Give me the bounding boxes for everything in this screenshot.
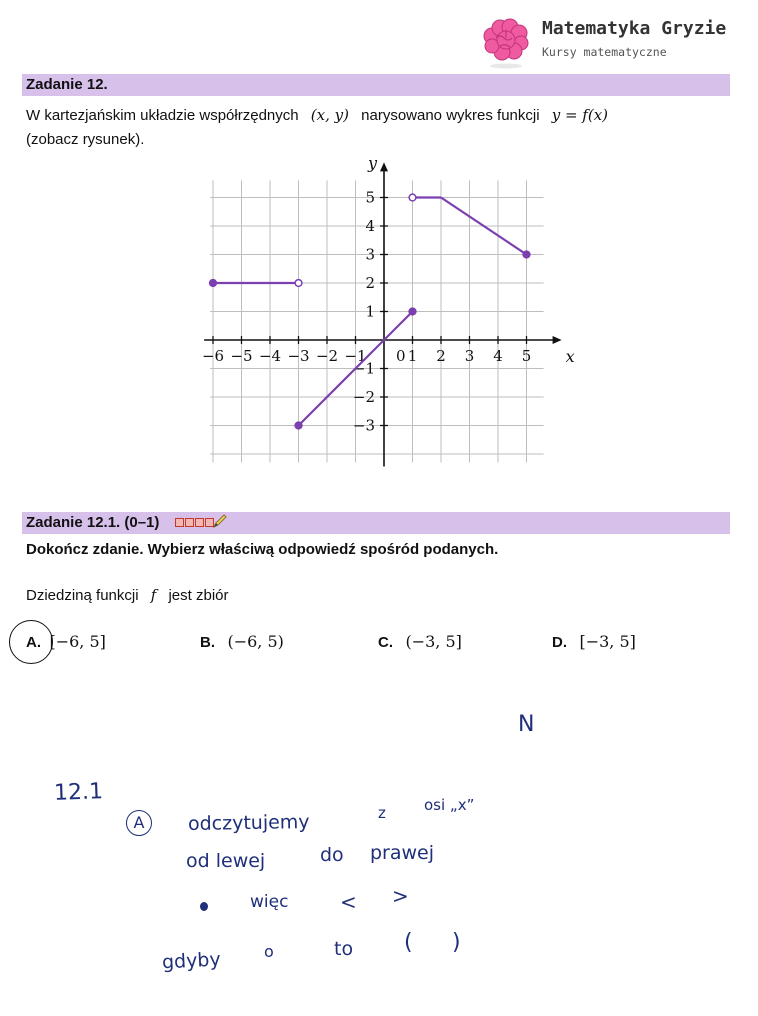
function-graph	[185, 153, 575, 475]
subtask-header-bar	[22, 512, 730, 534]
coords-symbol: (x, y)	[310, 106, 349, 124]
option-b[interactable]	[200, 632, 284, 652]
handwritten-line-2b: do	[320, 844, 344, 866]
y-axis-arrow	[380, 162, 388, 171]
option-value: (−3, 5]	[405, 632, 462, 651]
x-tick-label: 5	[521, 347, 532, 365]
handwritten-circled-answer: A	[126, 810, 152, 836]
x-axis-label: x	[565, 347, 575, 366]
handwritten-line-4c: to	[334, 938, 354, 960]
answer-circle	[9, 620, 53, 664]
option-letter: A.	[26, 634, 41, 651]
x-tick-label: −1	[344, 347, 367, 365]
y-tick-label: −1	[352, 359, 375, 378]
y-tick-label: 5	[365, 188, 375, 207]
grid	[210, 180, 543, 462]
question-text: Dziedziną funkcji f jest zbiór	[26, 586, 229, 604]
y-tick-label: 3	[365, 245, 375, 264]
option-d[interactable]	[552, 632, 636, 652]
option-value: [−3, 5]	[579, 632, 636, 651]
handwritten-line-4d: (	[404, 930, 413, 955]
subtask-title: Zadanie 12.1. (0–1)	[26, 514, 160, 531]
x-tick-label: −4	[258, 347, 282, 365]
closed-endpoint	[409, 308, 416, 315]
handwritten-heading: 12.1	[53, 779, 104, 806]
origin-label: 0	[396, 347, 406, 365]
handwritten-bullet	[200, 902, 208, 911]
open-endpoint	[295, 280, 302, 287]
closed-endpoint	[210, 280, 217, 287]
x-tick-label: 4	[493, 347, 503, 365]
option-value: [−6, 5]	[49, 632, 106, 651]
option-letter: C.	[378, 634, 393, 651]
x-axis-arrow	[553, 336, 562, 344]
function-symbol: y = f(x)	[551, 106, 609, 124]
y-axis-label: y	[368, 153, 378, 173]
axes	[201, 162, 561, 466]
x-tick-label: −6	[201, 347, 225, 365]
handwritten-line-3c: >	[392, 884, 409, 908]
handwritten-line-4e: )	[452, 930, 461, 955]
handwritten-line-4a: gdyby	[161, 948, 222, 974]
task-title: Zadanie 12.	[26, 76, 108, 93]
x-tick-label: −2	[315, 347, 339, 365]
handwritten-line-2c: prawej	[370, 842, 435, 864]
brain-icon	[478, 14, 534, 70]
open-endpoint	[409, 194, 416, 201]
closed-endpoint	[295, 422, 302, 429]
y-tick-label: −3	[352, 416, 375, 435]
handwritten-line-3b: <	[340, 890, 357, 914]
option-value: (−6, 5)	[227, 632, 284, 651]
x-tick-label: −3	[287, 347, 310, 365]
subtask-instruction: Dokończ zdanie. Wybierz właściwą odpowiedź spośród podanych.	[26, 541, 499, 558]
handwritten-line-1a: odczytujemy	[187, 810, 310, 836]
handwritten-corner-mark: N	[518, 712, 535, 737]
handwritten-line-1b: z	[378, 804, 386, 822]
y-tick-label: 4	[365, 217, 375, 235]
logo	[478, 14, 733, 70]
tick-labels	[202, 153, 575, 434]
task-header-bar	[22, 74, 730, 96]
x-tick-label: 2	[436, 347, 446, 365]
handwritten-line-4b: o	[264, 942, 274, 961]
score-boxes	[175, 518, 214, 527]
option-letter: B.	[200, 634, 215, 651]
option-letter: D.	[552, 634, 567, 651]
y-tick-label: −2	[352, 388, 375, 406]
x-tick-label: 1	[407, 347, 418, 365]
handwritten-line-1c: osi „x”	[424, 796, 475, 814]
option-c[interactable]	[378, 632, 462, 652]
y-tick-label: 2	[365, 274, 375, 292]
pencil-icon	[212, 513, 228, 529]
x-tick-label: −5	[230, 347, 253, 365]
handwritten-line-2a: od lewej	[186, 850, 266, 872]
task-statement: W kartezjańskim układzie współrzędnych (x, y) narysowano wykres funkcji y = f(x) (zobacz rysunek).	[26, 106, 609, 148]
brand-name: Matematyka Gryzie	[542, 18, 727, 39]
y-tick-label: 1	[365, 302, 375, 321]
closed-endpoint	[523, 251, 530, 258]
brand-tagline: Kursy matematyczne	[542, 45, 667, 59]
x-tick-label: 3	[464, 347, 475, 365]
handwritten-line-3a: więc	[250, 892, 289, 912]
